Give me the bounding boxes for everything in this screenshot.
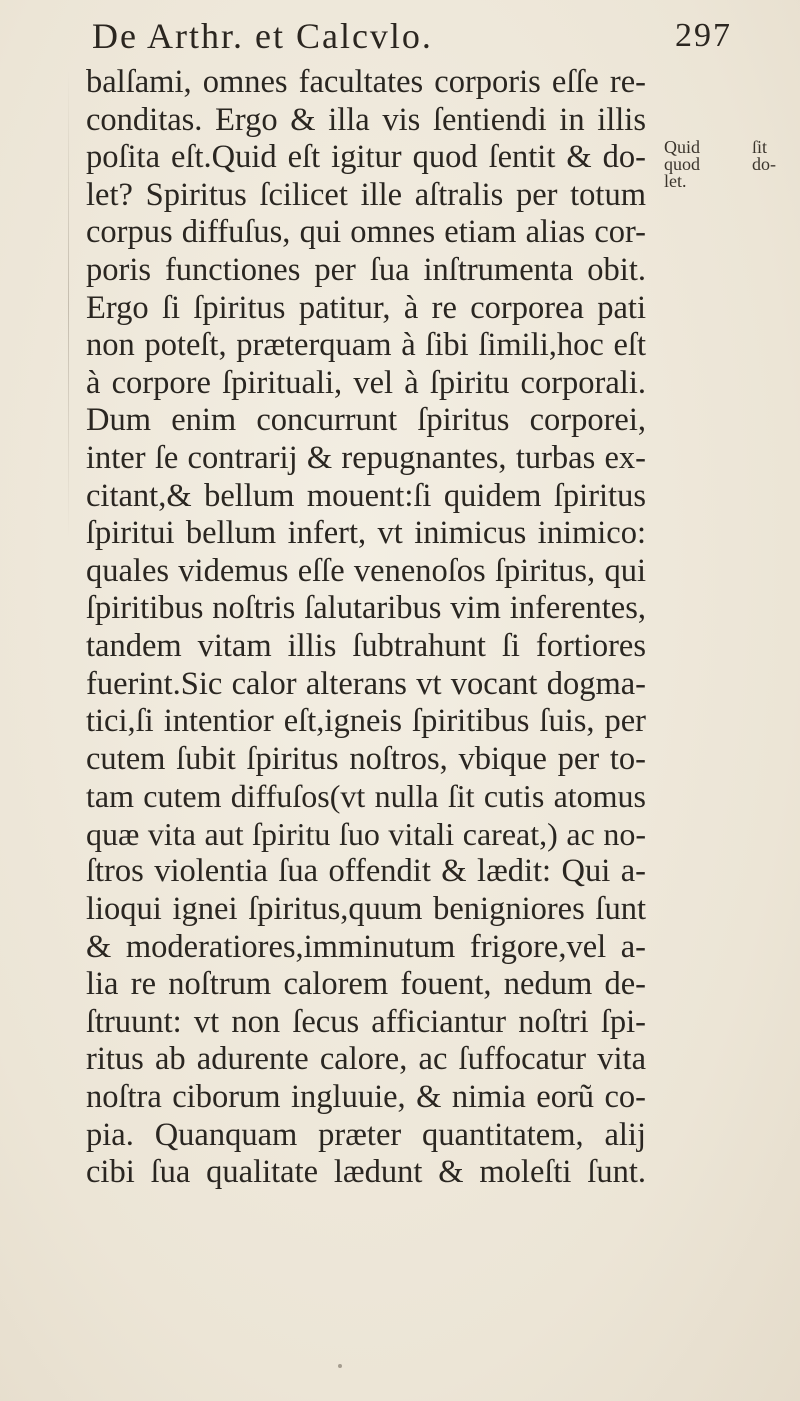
text-line: noſtra ciborum ingluuie, & nimia eorũ co- bbox=[86, 1079, 646, 1116]
text-line: poris functiones per ſua inſtrumenta obit. bbox=[86, 251, 646, 288]
text-line: ſtruunt: vt non ſecus afficiantur noſtri ſpi- bbox=[86, 1003, 646, 1040]
text-line: ritus ab adurente calore, ac ſuffocatur vita bbox=[86, 1041, 646, 1078]
marginal-note-left bbox=[664, 139, 734, 190]
text-line: non poteſt, præterquam à ſibi ſimili,hoc eſt bbox=[86, 327, 646, 364]
marginal-note-line: quod bbox=[664, 154, 700, 174]
marginal-note-line: ſit bbox=[752, 137, 768, 157]
text-line: let? Spiritus ſcilicet ille aſtralis per totum bbox=[86, 176, 646, 213]
text-line: cutem ſubit ſpiritus noſtros, vbique per to- bbox=[86, 740, 646, 777]
text-line: à corpore ſpirituali, vel à ſpiritu corporali. bbox=[86, 364, 646, 401]
text-line: lioqui ignei ſpiritus,quum benigniores ſunt bbox=[86, 891, 646, 928]
text-line: tandem vitam illis ſubtrahunt ſi fortiores bbox=[86, 627, 646, 664]
marginal-note-line: let. bbox=[664, 171, 687, 191]
running-head bbox=[92, 14, 732, 58]
text-line: Dum enim concurrunt ſpiritus corporei, bbox=[86, 402, 646, 439]
text-line: quæ vita aut ſpiritu ſuo vitali careat,) ac no- bbox=[86, 815, 646, 852]
text-line: pia. Quanquam præter quantitatem, alij bbox=[86, 1116, 646, 1153]
gutter-shadow bbox=[68, 70, 69, 540]
running-head-title: De Arthr. et Calcvlo. bbox=[92, 16, 433, 56]
text-line: balſami, omnes facultates corporis eſſe re- bbox=[86, 64, 646, 100]
text-line: quales videmus eſſe venenoſos ſpiritus, qui bbox=[86, 552, 646, 589]
text-line: conditas. Ergo & illa vis ſentiendi in illis bbox=[86, 101, 646, 138]
text-line: tici,ſi intentior eſt,igneis ſpiritibus ſuis, per bbox=[86, 703, 646, 740]
text-line: ſpiritibus noſtris ſalutaribus vim inferentes, bbox=[86, 590, 646, 627]
text-line: fuerint.Sic calor alterans vt vocant dogma- bbox=[86, 665, 646, 702]
text-line: inter ſe contrarij & repugnantes, turbas ex- bbox=[86, 439, 646, 476]
text-line: corpus diffuſus, qui omnes etiam alias cor- bbox=[86, 214, 646, 251]
text-line: & moderatiores,imminutum frigore,vel a- bbox=[86, 928, 646, 965]
text-line: poſita eſt.Quid eſt igitur quod ſentit & do- bbox=[86, 139, 646, 176]
text-line: tam cutem diffuſos(vt nulla ſit cutis atomus bbox=[86, 778, 646, 815]
paper-speck bbox=[338, 1364, 342, 1368]
text-line: Ergo ſi ſpiritus patitur, à re corporea pati bbox=[86, 289, 646, 326]
marginal-note-right bbox=[752, 139, 796, 173]
text-line: citant,& bellum mouent:ſi quidem ſpiritus bbox=[86, 477, 646, 514]
body-text bbox=[86, 64, 646, 1192]
text-line: ſtros violentia ſua offendit & lædit: Qui a- bbox=[86, 853, 646, 890]
text-line: lia re noſtrum calorem fouent, nedum de- bbox=[86, 966, 646, 1003]
text-line: ſpiritui bellum infert, vt inimicus inimico: bbox=[86, 515, 646, 552]
marginal-note-line: Quid bbox=[664, 137, 700, 157]
page-number: 297 bbox=[675, 17, 732, 54]
marginal-note-line: do- bbox=[752, 154, 776, 174]
text-line: cibi ſua qualitate lædunt & moleſti ſunt. bbox=[86, 1154, 646, 1191]
